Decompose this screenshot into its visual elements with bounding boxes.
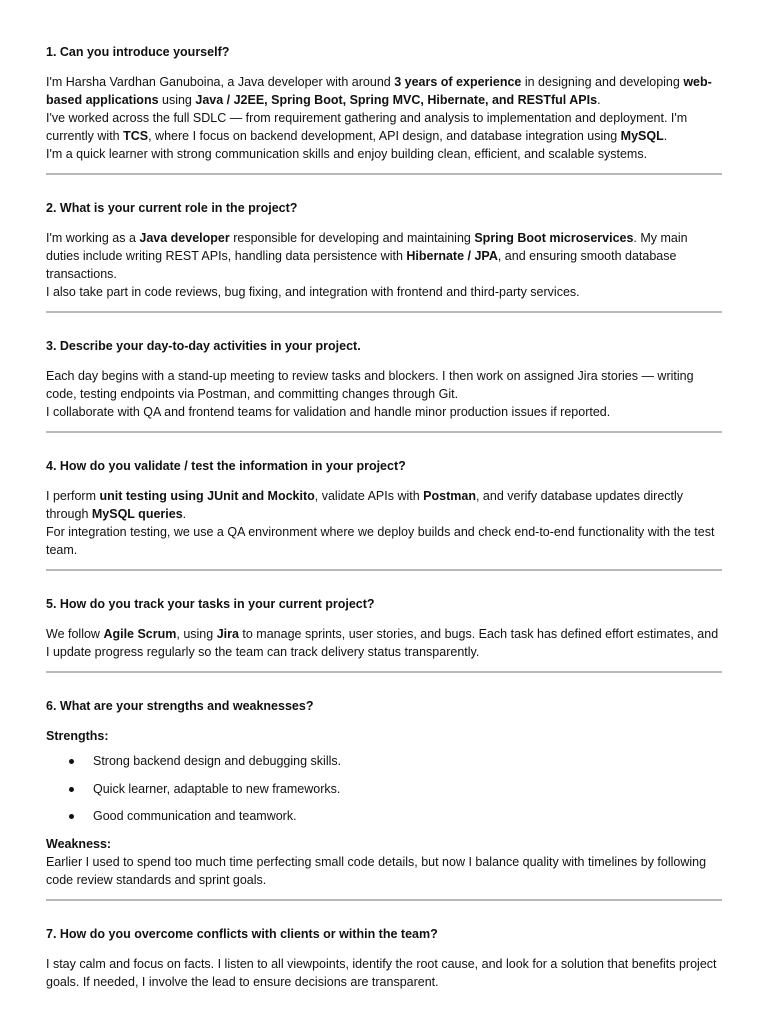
answer-text: . [597, 93, 601, 107]
answer-paragraph [46, 955, 722, 991]
question-title: 2. What is your current role in the project? [46, 201, 298, 215]
answer-text: , validate APIs with [314, 489, 424, 503]
answer-text: , and ensuring smooth database transactions. [46, 249, 677, 281]
list-item [46, 780, 722, 798]
answer-paragraph [46, 853, 722, 889]
answer-paragraph [46, 625, 722, 661]
answer-paragraph [46, 145, 722, 163]
answer-paragraph [46, 73, 722, 109]
answer-paragraph [46, 109, 722, 145]
answer-text: , and verify database updates directly through [46, 489, 684, 521]
answer-text: I collaborate with QA and frontend teams for validation and handle minor production issues if reported. [46, 405, 611, 419]
emphasis-text: Hibernate / JPA [406, 249, 498, 263]
section-divider [46, 431, 722, 433]
emphasis-text: MySQL queries [91, 507, 183, 521]
bullet-icon [69, 759, 74, 764]
answer-text: I also take part in code reviews, bug fixing, and integration with frontend and third-party services. [46, 285, 580, 299]
question-title: 6. What are your strengths and weaknesses? [46, 699, 314, 713]
answer-text: to manage sprints, user stories, and bugs. Each task has defined effort estimates, and I update progress regularly so the team can track delivery status transparently. [46, 627, 719, 659]
list-item-text: Quick learner, adaptable to new frameworks. [93, 781, 341, 796]
qa-section [46, 595, 722, 673]
answer-paragraph [46, 283, 722, 301]
answer-text: I'm a quick learner with strong communication skills and enjoy building clean, efficient, and scalable systems. [46, 147, 648, 161]
section-divider [46, 311, 722, 313]
strengths-list [46, 752, 722, 825]
bullet-icon [69, 814, 74, 819]
answer-text: We follow [46, 627, 104, 641]
answer-paragraph [46, 367, 722, 403]
list-item [46, 752, 722, 770]
emphasis-text: Postman [423, 489, 476, 503]
list-item-text: Good communication and teamwork. [93, 809, 297, 823]
emphasis-text: Java / J2EE, Spring Boot, Spring MVC, Hibernate, and RESTful APIs [195, 93, 598, 107]
list-item [46, 807, 722, 825]
emphasis-text: Agile Scrum [103, 627, 177, 641]
emphasis-text: Jira [216, 627, 239, 641]
answer-text: I perform [46, 489, 100, 503]
emphasis-text: TCS [123, 129, 149, 143]
answer-text: I've worked across the full SDLC — from requirement gathering and analysis to implementation and deployment. I'm currently with [46, 111, 688, 143]
question-title: 7. How do you overcome conflicts with clients or within the team? [46, 926, 438, 941]
answer-text: , using [176, 627, 217, 641]
list-item-text: Strong backend design and debugging skills. [93, 754, 342, 768]
emphasis-text: unit testing using JUnit and Mockito [99, 489, 315, 503]
answer-paragraph [46, 523, 722, 559]
strengths-label: Strengths: [46, 729, 109, 743]
answer-text: I'm working as a [46, 231, 140, 245]
answer-text: I stay calm and focus on facts. I listen to all viewpoints, identify the root cause, and look for a solution that benefits project goals. If needed, I involve the lead to ensure decisions are transparent. [46, 956, 717, 989]
qa-section [46, 43, 722, 175]
section-divider [46, 899, 722, 901]
answer-paragraph [46, 487, 722, 523]
qa-section [46, 697, 722, 901]
qa-section [46, 457, 722, 571]
emphasis-text: web-based applications [46, 75, 712, 107]
qa-section [46, 337, 722, 433]
question-title: 3. Describe your day-to-day activities in your project. [46, 339, 361, 353]
answer-text: , where I focus on backend development, API design, and database integration using [148, 129, 621, 143]
qa-section [46, 925, 722, 991]
emphasis-text: Spring Boot microservices [474, 231, 634, 245]
question-title: 4. How do you validate / test the information in your project? [46, 459, 406, 473]
question-title: 1. Can you introduce yourself? [46, 45, 230, 59]
qa-section [46, 199, 722, 313]
section-divider [46, 671, 722, 673]
emphasis-text: Java developer [139, 231, 230, 245]
question-title: 5. How do you track your tasks in your current project? [46, 597, 375, 611]
answer-text: For integration testing, we use a QA environment where we deploy builds and check end-to-end functionality with the test team. [46, 525, 715, 557]
answer-text: . [182, 507, 187, 521]
answer-paragraph [46, 229, 722, 283]
answer-paragraph [46, 403, 722, 421]
answer-text: I'm Harsha Vardhan Ganuboina, a Java developer with around [46, 75, 395, 89]
emphasis-text: 3 years of experience [394, 75, 522, 89]
section-divider [46, 569, 722, 571]
answer-text: . [663, 129, 668, 143]
emphasis-text: MySQL [620, 129, 664, 143]
weakness-label: Weakness: [46, 836, 112, 851]
bullet-icon [69, 787, 74, 792]
answer-text: . My main duties include writing REST APIs, handling data persistence with [46, 231, 688, 263]
section-divider [46, 173, 722, 175]
answer-text: responsible for developing and maintaining [229, 231, 475, 245]
answer-text: in designing and developing [521, 75, 684, 89]
answer-text: Earlier I used to spend too much time perfecting small code details, but now I balance quality with timelines by following code review standards and sprint goals. [46, 854, 707, 887]
answer-text: Each day begins with a stand-up meeting to review tasks and blockers. I then work on assigned Jira stories — writing code, testing endpoints via Postman, and committing changes through Git. [46, 369, 694, 401]
answer-text: using [158, 93, 196, 107]
